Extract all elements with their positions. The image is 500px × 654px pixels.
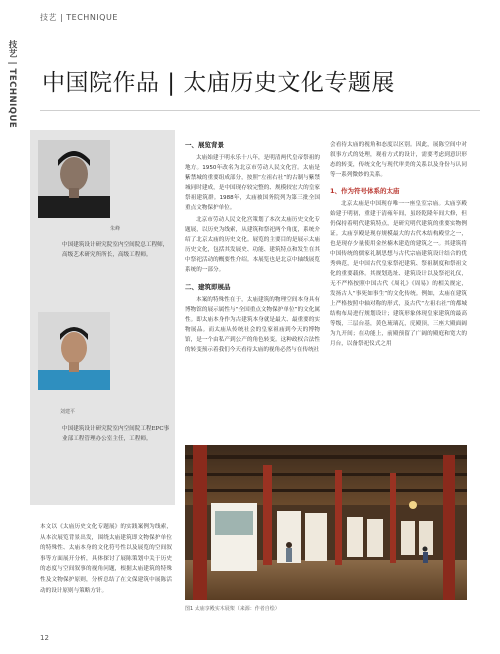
- paragraph: 北京市劳动人民文化宫策划了本次太庙历史文化专题展，以历史为线索，从建筑和祭祀两个角度，系统介绍了北京太庙的历史文化。展览的主要目的是展示太庙历史文化，包括其发展史、功能、建筑特点和发生在其中祭祀活动的概要性介绍。本展览也是北京中轴线展览系统的一部分。: [185, 217, 320, 273]
- heading-background: 一、展览背景: [185, 141, 224, 149]
- article-column-1: [185, 140, 320, 357]
- section-tag: 技艺 | TECHNIQUE: [40, 13, 118, 22]
- portrait-image-1: [38, 140, 110, 218]
- portrait-image-2: [38, 312, 110, 390]
- author-photo-1: [38, 140, 110, 218]
- article-column-2: [330, 140, 467, 351]
- title-divider: [40, 110, 480, 111]
- author-photo-2: [38, 312, 110, 390]
- heading-architecture: 二、建筑即展品: [185, 283, 231, 291]
- paragraph: 本案的特殊性在于，太庙建筑的物理空间本身具有博物馆的展示属性与“全国重点文物保护单位”的文化属性。即太庙本身作为古建筑本身就是最大、最重要的实物展品。而太庙从传统社会的皇家祖庙到今天的博物馆，是一个由私产到公产的角色转变。这种政权合法性的转变预示着我们今天看待太庙的视角必然与在传统社: [185, 297, 320, 353]
- hall-interior-image: [185, 445, 467, 600]
- paragraph: 太庙始建于明永乐十八年，是明清两代皇帝祭祖的地方。1950年改名为北京市劳动人民文化宫。太庙是紫禁城的重要组成部分，按照“左祖右社”的古制与紫禁城同时建成，是中国现存较完整的、规模较宏大的皇家祭祖建筑群。1988年，太庙被国务院列为第三批全国重点文物保护单位。: [185, 155, 320, 211]
- figure-caption: 图1 太庙享殿实木展架（来源：作者自绘）: [185, 606, 280, 612]
- author-name-2: 刘建平: [60, 409, 76, 415]
- exhibition-hall-photo: [185, 445, 467, 600]
- side-label: 技艺 | TECHNIQUE: [7, 40, 17, 129]
- author-bio-1: 中国建筑设计研究院室内空间院总工程师，高级艺术研究所所长，高级工程师。: [62, 242, 169, 258]
- page-number: 12: [40, 634, 49, 642]
- paragraph: 北京太庙是中国现存唯一一座皇室宗庙。太庙享殿始建于明初，重建于清雍年间，虽经乾隆年间大修，但仍保持着明代建筑特点，是研究明代建筑的重要实物例证。太庙享殿是现存规模最大的古代木结构殿堂之一，也是现存少量使用金丝楠木建造的建筑之一。其建筑将中国传统的儒家礼制思想与古代宗庙建筑设计结合的优秀典范，是中国古代皇家祭祀建筑、祭祖制度和祭祖文化的重要载体。其规划选址、建筑设计以及祭祀礼仪，无不严格按照中国古代《周礼》《周易》的相关规定，发扬古人“事死如事生”的文化传统。例如，太庙在建筑上严格按照中轴对称的形式，及古代“左祖右社”的都城结构布局进行规划设计；建筑形象体现皇家建筑的最高等级，三层台基，黄色琉璃瓦，庑殿顶，三座大殿面阔为九开间；在功能上，前殿预留了广阔的殿庭和宽大的月台，以备祭祀仪式之用: [330, 201, 467, 347]
- heading-symbol-system: 1、作为符号体系的太庙: [330, 187, 400, 195]
- author-name-1: 朱峰: [110, 226, 121, 232]
- abstract-text: 本文以《太庙历史文化专题展》的实践案例为线索，从本次展览背景出发，围绕太庙建筑即文物保护单位的特殊性、太庙本身的文化符号性以及展览的空间叙事等方面展开分析，具体探讨了展陈策划中关于历史的态度与空间叙事的视角问题，根据太庙建筑的特殊性及文物保护原则，分析总结了在文保建筑中展陈活动的设计原则与策略方针。: [40, 524, 172, 594]
- paragraph: 会看待太庙的视角和态度以区别。因此，展陈空间中对叙事方式的处理，观看方式的设计，需要考虑到意识形态的转变，传统文化与现代审美的关系以及身份与认同等一系列微妙的关系。: [330, 142, 467, 178]
- page-title: 中国院作品 | 太庙历史文化专题展: [42, 70, 395, 96]
- author-bio-2: 中国建筑设计研究院室内空间院工程EPC事业部工程管理办公室主任，工程师。: [62, 426, 170, 442]
